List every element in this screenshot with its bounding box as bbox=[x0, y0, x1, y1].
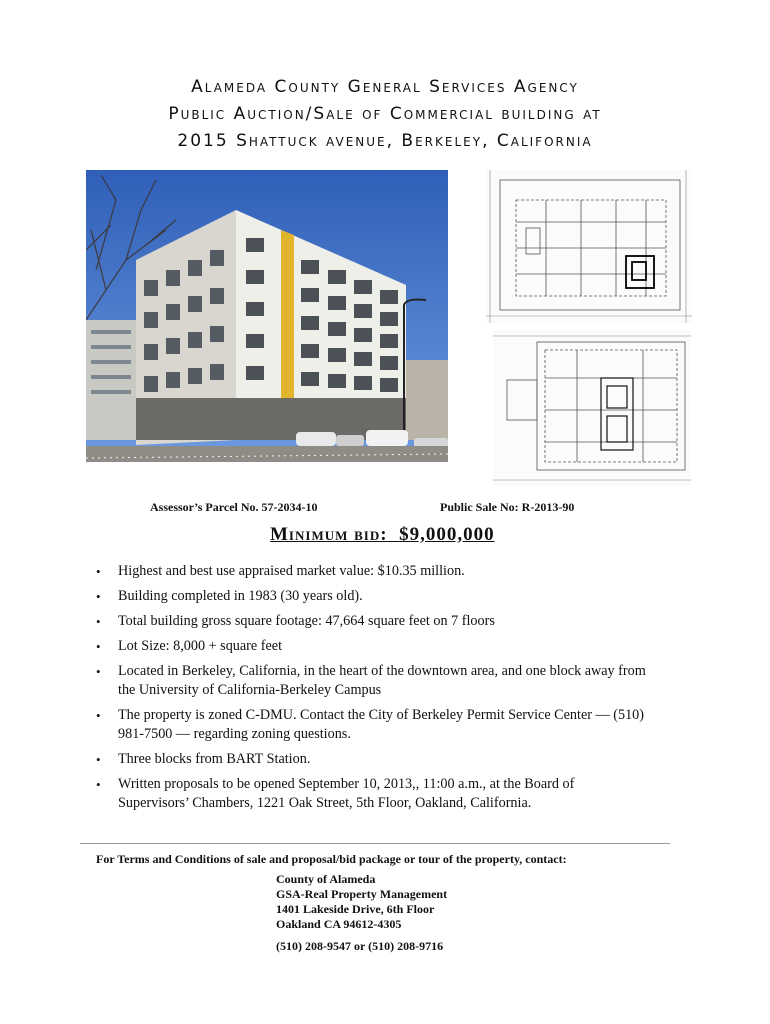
bullet-icon: • bbox=[96, 589, 101, 604]
list-item: • Total building gross square footage: 47,664 square feet on 7 floors bbox=[96, 613, 495, 629]
bullet-icon: • bbox=[96, 752, 101, 767]
title-line-2: Public Auction/Sale of Commercial building at bbox=[168, 104, 602, 124]
bullet-icon: • bbox=[96, 564, 101, 579]
contact-intro: For Terms and Conditions of sale and proposal/bid package or tour of the property, contact: bbox=[96, 852, 567, 866]
list-item: • The property is zoned C-DMU. Contact the City of Berkeley Permit Service Center — (510) 981-7500 — regarding zoning questions. bbox=[96, 707, 644, 742]
minimum-bid bbox=[270, 524, 495, 546]
minimum-bid-amount: $9,000,000 bbox=[399, 524, 495, 545]
assessor-parcel-number: Assessor’s Parcel No. 57-2034-10 bbox=[150, 500, 318, 514]
bullet-icon: • bbox=[96, 639, 101, 654]
floor-plan-lower bbox=[493, 330, 691, 486]
contact-dept: GSA-Real Property Management bbox=[276, 887, 448, 901]
list-item: • Highest and best use appraised market value: $10.35 million. bbox=[96, 563, 465, 579]
list-item: • Written proposals to be opened September 10, 2013,, 11:00 a.m., at the Board of Supervisors’ Chambers, 1221 Oak Street, 5th Floor, Oakland, California. bbox=[96, 776, 575, 811]
document-title bbox=[60, 74, 710, 155]
list-item: • Lot Size: 8,000 + square feet bbox=[96, 638, 283, 654]
minimum-bid-label: Minimum bid: bbox=[270, 524, 388, 545]
title-line-3: 2015 Shattuck avenue, Berkeley, California bbox=[177, 131, 593, 151]
building-photo bbox=[86, 170, 448, 462]
contact-org: County of Alameda bbox=[276, 872, 376, 886]
list-item: • Building completed in 1983 (30 years old). bbox=[96, 588, 363, 604]
list-item: • Located in Berkeley, California, in the heart of the downtown area, and one block away from the University of California-Berkeley Campus bbox=[96, 663, 646, 698]
contact-city: Oakland CA 94612-4305 bbox=[276, 917, 402, 931]
floor-plan-upper bbox=[486, 170, 692, 323]
title-line-1: Alameda County General Services Agency bbox=[191, 77, 579, 97]
property-details-list bbox=[96, 562, 696, 819]
divider bbox=[80, 843, 670, 844]
bullet-icon: • bbox=[96, 614, 101, 629]
public-sale-number: Public Sale No: R-2013-90 bbox=[440, 500, 575, 514]
bullet-icon: • bbox=[96, 664, 101, 679]
contact-phone: (510) 208-9547 or (510) 208-9716 bbox=[276, 939, 444, 953]
bullet-icon: • bbox=[96, 777, 101, 792]
bullet-icon: • bbox=[96, 708, 101, 723]
contact-street: 1401 Lakeside Drive, 6th Floor bbox=[276, 902, 435, 916]
contact-block bbox=[276, 872, 447, 954]
list-item: • Three blocks from BART Station. bbox=[96, 751, 311, 767]
